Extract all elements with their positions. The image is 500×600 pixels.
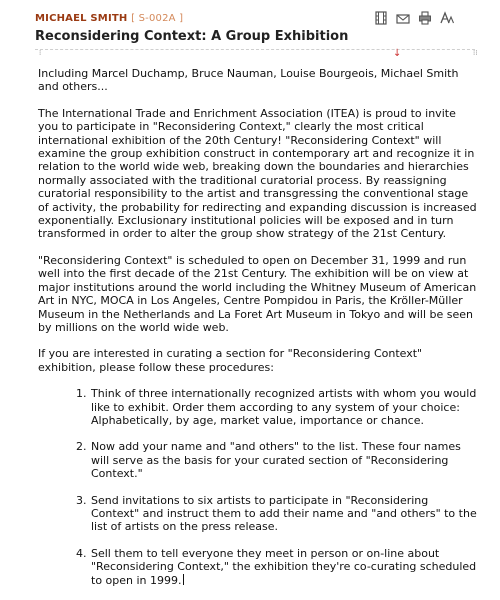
font-size-icon[interactable] <box>440 11 455 25</box>
text-cursor <box>183 574 184 585</box>
procedures-intro: If you are interested in curating a section for "Reconsidering Context" exhibition, please follow these procedures: <box>38 347 423 374</box>
procedure-list <box>38 387 478 587</box>
envelope-icon[interactable] <box>396 11 411 25</box>
film-icon[interactable] <box>374 11 389 25</box>
article-body <box>38 67 478 600</box>
step-text-content: Sell them to tell everyone they meet in person or on-line about "Reconsidering Context," the exhibition they're co-curating scheduled to open in 1999. <box>91 546 477 587</box>
list-item <box>76 494 478 534</box>
header-divider <box>35 49 475 50</box>
arrow-down-icon[interactable]: ↓ <box>393 48 402 59</box>
invitation-paragraph: The International Trade and Enrichment Association (ITEA) is proud to invite you to participate in "Reconsidering Context," clearly the most critical international exhibition of the 20th Century! "Reconsidering Context" will examine the group exhibition construct in contemporary art and recognize it in relation to the world wide web, breaking down the boundaries and hierarchies normally associated with the traditional curatorial process. By reassigning curatorial responsibility to the artist and transgressing the conventional stage of activity, the probability for redirecting and expanding discussion is increased exponentially. Exclusionary institutional policies will be exposed and in turn transformed in order to alter the group show strategy of the 21st Century. <box>38 106 477 241</box>
step-text: Now add your name and "and others" to the list. These four names will serve as the basis for your curated section of "Reconsidering Context." <box>91 440 461 481</box>
step-number: 2. <box>76 440 87 454</box>
list-item <box>76 440 478 480</box>
article-code: [ S-002A ] <box>131 13 184 24</box>
step-number: 3. <box>76 493 87 507</box>
schedule-paragraph: "Reconsidering Context" is scheduled to open on December 31, 1999 and run well into the first decade of the 21st Century. The exhibition will be on view at major institutions around the world including the Whitney Museum of American Art in NYC, MOCA in Los Angeles, Centre Pompidou in Paris, the Kröller-Müller Museum in the Netherlands and La Foret Art Museum in Tokyo and will be seen by millions on the world wide web. <box>38 253 477 334</box>
list-item <box>76 387 478 427</box>
author-line <box>35 13 183 24</box>
grip-left-icon: ⁞ <box>39 49 42 57</box>
step-text <box>91 547 478 587</box>
article-toolbar <box>374 10 462 26</box>
step-text: Think of three internationally recognized artists with whom you would like to exhibit. Order them according to any system of your choice: Alphabetically, by age, market value, importance or chance. <box>91 387 477 427</box>
printer-icon[interactable] <box>418 11 433 25</box>
page-title: Reconsidering Context: A Group Exhibition <box>35 29 349 44</box>
list-item <box>76 547 478 587</box>
step-number: 1. <box>76 387 87 401</box>
step-number: 4. <box>76 546 87 560</box>
author-name: MICHAEL SMITH <box>35 13 128 24</box>
article-header <box>0 0 500 60</box>
grip-right-icon: ⁞⁞ <box>473 49 478 57</box>
step-text: Send invitations to six artists to participate in "Reconsidering Context" and instruct them to add their name and "and others" to the list of artists on the press release. <box>91 493 477 534</box>
intro-paragraph: Including Marcel Duchamp, Bruce Nauman, Louise Bourgeois, Michael Smith and others... <box>38 67 459 94</box>
